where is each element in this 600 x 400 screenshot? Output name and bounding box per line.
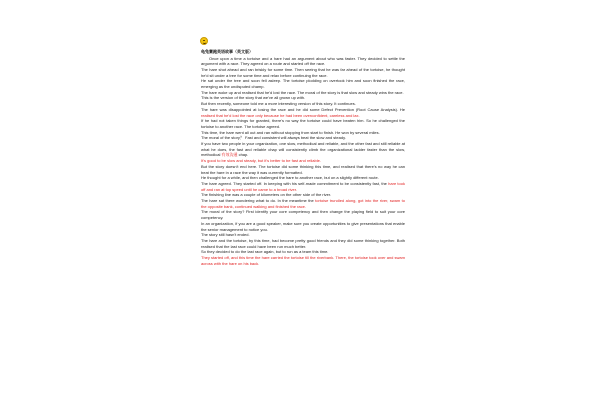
paragraph-text: If you have two people in your organization, one slow, methodical and reliable, and the other fast and still reliable at what he does, the fast and reliable chap will consistently climb the organizational ladder faster than the slow, methodical	[201, 141, 405, 158]
story-paragraph	[201, 198, 405, 209]
paragraph-text: If he had not taken things for granted, there's no way the tortoise could have beaten him. So he challenged the tortoise to another race. The tortoise agreed.	[201, 118, 405, 129]
highlighted-text: tortoise trundled along, got into the river, swam to the opposite bank, continued walking and finished the race.	[201, 198, 405, 209]
story-paragraph	[201, 118, 405, 129]
paragraph-text: The hare woke up and realised that he'd lost the race. The moral of the story is that slow and steady wins the race.	[201, 89, 404, 95]
paragraph-text: He thought for a while, and then challenged the hare to another race, but on a slightly different route.	[201, 175, 379, 181]
story-paragraph	[201, 181, 405, 192]
story-paragraph	[201, 107, 405, 118]
story-paragraph	[201, 56, 405, 67]
highlighted-text: realised that he'd lost the race only because he had been overconfident, careless and lax.	[201, 112, 360, 118]
story-paragraph	[201, 238, 405, 249]
story-paragraph	[201, 141, 405, 158]
paragraph-text: So they decided to do the last race again, but to run as a team this time.	[201, 249, 329, 255]
paragraph-text: But the story doesn't end here. The tortoise did some thinking this time, and realised that there's no way he can beat the hare in a race the way it was currently formatted.	[201, 163, 405, 175]
document-title: 龟兔赛跑英语故事（英文版）	[201, 49, 253, 54]
paragraph-text: The hare and the tortoise, by this time, had become pretty good friends and they did some thinking together. Both realised that the last race could have been run much better.	[201, 238, 405, 249]
story-paragraph	[201, 78, 405, 89]
highlighted-text: They started off, and this time the hare carried the tortoise till the riverbank. There, the tortoise took over and swam across with the hare on his back.	[201, 255, 405, 266]
paragraph-text: He sat under the tree and soon fell asleep. The tortoise plodding on overtook him and soon finished the race, emerging as the undisputed champ.	[201, 78, 405, 90]
highlighted-text: It's good to be slow and steady, but it's better to be fast and reliable.	[201, 158, 321, 164]
paragraph-text: The hare agreed. They started off. In keeping with his self-made commitment to be consistently fast, the	[201, 180, 389, 186]
document-body	[201, 49, 405, 267]
paragraph-text: The story still hasn't ended.	[201, 232, 250, 238]
story-paragraph	[201, 67, 405, 78]
highlighted-text: hare took off and ran at top speed until he came to a broad river.	[201, 180, 405, 192]
highlighted-text: 有效沟通	[221, 152, 238, 158]
paragraph-text: The hare was disappointed at losing the race and he did some Defect Prevention (Root Cause Analysis). He	[201, 106, 405, 112]
smiley-face-icon	[200, 37, 208, 45]
story-paragraph	[201, 164, 405, 175]
paragraph-text: chap.	[237, 152, 249, 158]
paragraph-text: But then recently, someone told me a more interesting version of this story. It continues.	[201, 101, 356, 107]
paragraph-text: This time, the hare went all out and ran without stopping from start to finish. He won by several miles.	[201, 129, 380, 135]
story-paragraph	[201, 255, 405, 266]
paragraph-text: The hare shot ahead and ran briskly for some time. Then seeing that he was far ahead of the tortoise, he thought he'd sit under a tree for some time and relax before continuing the race.	[201, 66, 405, 78]
paragraph-text: In an organization, if you are a good speaker, make sure you create opportunities to give presentations that enable the senior management to notice you.	[201, 220, 405, 232]
paragraph-text: This is the version of the story that we've all grown up with.	[201, 95, 306, 101]
paragraph-text: The moral of the story? First identify your core competency and then change the playing field to suit your core competency.	[201, 209, 405, 221]
paragraph-text: The hare sat there wondering what to do. In the meantime the	[201, 198, 316, 204]
story-paragraphs	[201, 56, 405, 267]
story-paragraph	[201, 221, 405, 232]
story-paragraph	[201, 209, 405, 220]
paragraph-text: The moral of the story？ Fast and consistent will always beat the slow and steady.	[201, 135, 346, 141]
paragraph-text: Once upon a time a tortoise and a hare had an argument about who was faster. They decided to settle the argument with a race. They agreed on a route and started off the race.	[201, 55, 405, 67]
paragraph-text: The finishing line was a couple of kilometers on the other side of the river.	[201, 192, 332, 198]
